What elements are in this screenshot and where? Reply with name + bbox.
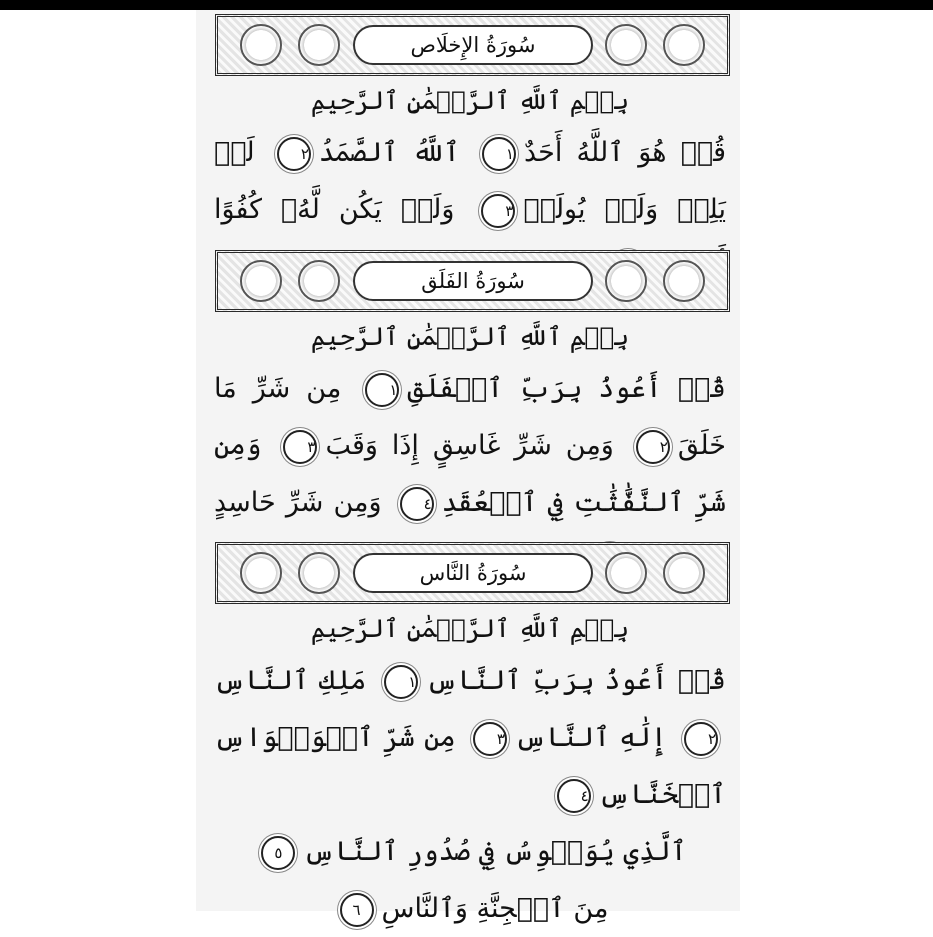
rosette-ornament-icon: [298, 552, 340, 594]
surah-header-frame: [215, 542, 730, 604]
verse-text: قُلۡ أَعُوذُ بِرَبِّ ٱلنَّاسِ: [426, 665, 726, 696]
page-content: [210, 10, 730, 924]
verse-number-marker: ٤: [400, 487, 434, 521]
rosette-ornament-icon: [663, 24, 705, 66]
verse-number-marker: ١: [482, 137, 516, 171]
rosette-ornament-icon: [663, 552, 705, 594]
verses-block-centered: [210, 823, 730, 880]
verse-text: مَلِكِ ٱلنَّاسِ: [214, 665, 367, 696]
verse-number-marker: ٣: [481, 194, 515, 228]
surah-title: سُورَةُ الإِخلَاص: [353, 25, 593, 65]
rosette-ornament-icon: [240, 260, 282, 302]
rosette-ornament-icon: [605, 260, 647, 302]
verse-text: ٱلَّذِي يُوَسۡوِسُ فِي صُدُورِ ٱلنَّاسِ: [303, 836, 687, 867]
verse-text: ٱللَّهُ ٱلصَّمَدُ: [318, 137, 460, 168]
rosette-ornament-icon: [240, 24, 282, 66]
basmala: بِسۡمِ ٱللَّهِ ٱلرَّحۡمَٰنِ ٱلرَّحِيمِ: [310, 614, 630, 643]
verse-text: مِن شَرِّ مَا خَلَقَ: [214, 373, 726, 461]
rosette-ornament-icon: [298, 260, 340, 302]
verse-text: وَمِن شَرِّ حَاسِدٍ: [214, 487, 382, 518]
verse-number-marker: ٥: [261, 836, 295, 870]
surah-falaq: [210, 250, 730, 588]
surah-title: سُورَةُ الفَلَق: [353, 261, 593, 301]
verses-block: [210, 652, 730, 823]
verse-text: وَمِن شَرِّ ٱلنَّفَّٰثَٰتِ فِي ٱلۡعُقَدِ: [214, 430, 726, 518]
top-border-bar: [0, 0, 933, 10]
rosette-ornament-icon: [605, 552, 647, 594]
verse-number-marker: ٤: [557, 779, 591, 813]
verse-text: مِن شَرِّ ٱلۡوَسۡوَاسِ ٱلۡخَنَّاسِ: [214, 722, 726, 810]
verse-text: وَمِن شَرِّ غَاسِقٍ إِذَا وَقَبَ: [325, 430, 614, 461]
basmala: بِسۡمِ ٱللَّهِ ٱلرَّحۡمَٰنِ ٱلرَّحِيمِ: [310, 322, 630, 351]
rosette-ornament-icon: [663, 260, 705, 302]
verse-text: مِنَ ٱلۡجِنَّةِ وَٱلنَّاسِ: [381, 893, 609, 924]
verse-text: قُلۡ أَعُوذُ بِرَبِّ ٱلۡفَلَقِ: [407, 373, 726, 404]
verse-text: لَمۡ يَلِدۡ وَلَمۡ يُولَدۡ: [214, 137, 726, 225]
rosette-ornament-icon: [298, 24, 340, 66]
rosette-ornament-icon: [605, 24, 647, 66]
verse-number-marker: ٣: [283, 430, 317, 464]
surah-header-frame: [215, 14, 730, 76]
verse-number-marker: ١: [384, 665, 418, 699]
surah-nas: [210, 542, 730, 937]
verse-number-marker: ٣: [473, 722, 507, 756]
surah-title: سُورَةُ النَّاس: [353, 553, 593, 593]
verse-number-marker: ١: [365, 373, 399, 407]
verse-number-marker: ٢: [277, 137, 311, 171]
basmala: بِسۡمِ ٱللَّهِ ٱلرَّحۡمَٰنِ ٱلرَّحِيمِ: [310, 86, 630, 115]
surah-header-frame: [215, 250, 730, 312]
verses-block-centered: [210, 880, 730, 937]
verse-number-marker: ٢: [636, 430, 670, 464]
verse-text: وَلَمۡ يَكُن لَّهُۥ كُفُوًا: [214, 194, 455, 225]
verse-text: إِلَٰهِ ٱلنَّاسِ: [514, 722, 667, 753]
verse-number-marker: ٢: [684, 722, 718, 756]
verse-number-marker: ٦: [340, 893, 374, 927]
verse-text: قُلۡ هُوَ ٱللَّهُ أَحَدٌ: [523, 137, 726, 168]
rosette-ornament-icon: [240, 552, 282, 594]
